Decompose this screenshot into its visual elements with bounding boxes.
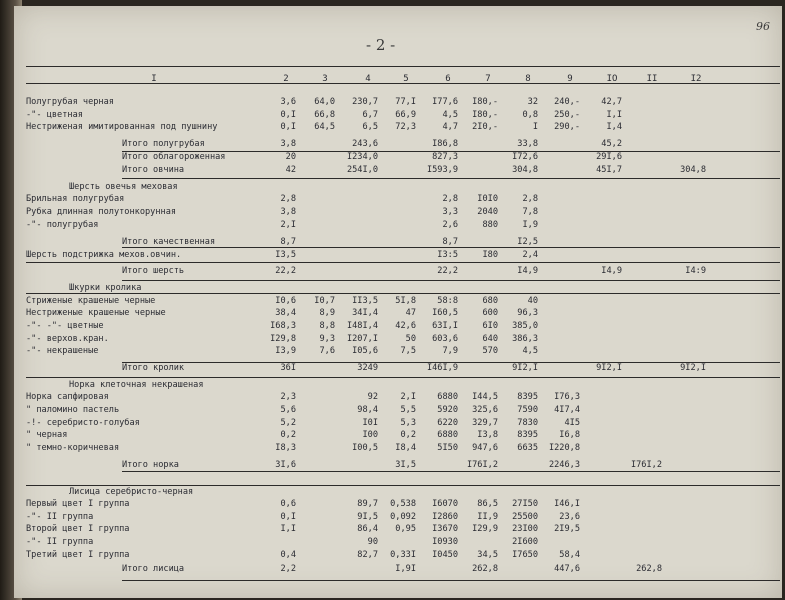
table-cell: 2,6: [442, 220, 458, 230]
table-rule: [26, 293, 780, 294]
table-cell: 2040: [477, 207, 498, 217]
margin-note: 96: [756, 20, 770, 33]
table-cell: 304,8: [512, 165, 538, 175]
column-header: IO: [606, 74, 618, 84]
table-cell: 64,0: [314, 97, 335, 107]
table-cell: 42,7: [601, 97, 622, 107]
table-cell: 9I2,I: [596, 363, 622, 373]
table-cell: I4,9: [601, 266, 622, 276]
table-cell: 20: [285, 152, 296, 162]
table-cell: I0I: [362, 418, 378, 428]
table-cell: 6880: [437, 392, 458, 402]
column-header: I: [151, 74, 157, 84]
table-cell: 6,7: [362, 110, 378, 120]
table-cell: 3,8: [280, 207, 296, 217]
table-cell: I05,6: [352, 346, 378, 356]
table-cell: 603,6: [432, 334, 458, 344]
table-rule: [122, 280, 780, 281]
table-cell: 7,5: [400, 346, 416, 356]
table-cell: I00: [362, 430, 378, 440]
table-cell: 0,2: [400, 430, 416, 440]
table-cell: 570: [482, 346, 498, 356]
row-label: Итого норка: [122, 460, 179, 470]
table-cell: I3,5: [275, 250, 296, 260]
table-cell: 290,-: [554, 122, 580, 132]
table-cell: 42: [285, 165, 296, 175]
table-cell: 3,3: [442, 207, 458, 217]
table-cell: 50: [405, 334, 416, 344]
table-cell: 6I0: [482, 321, 498, 331]
table-cell: 3I,6: [275, 460, 296, 470]
table-cell: 5I,8: [395, 296, 416, 306]
table-cell: 58:8: [437, 296, 458, 306]
table-cell: I3,8: [477, 430, 498, 440]
table-cell: I8,3: [275, 443, 296, 453]
table-cell: I60,5: [432, 308, 458, 318]
column-header: 4: [365, 74, 371, 84]
table-cell: 90: [367, 537, 378, 547]
table-cell: 240,-: [554, 97, 580, 107]
table-cell: 8,9: [319, 308, 335, 318]
row-label: -!- серебристо-голубая: [26, 418, 140, 428]
table-cell: 45,2: [601, 139, 622, 149]
table-cell: I29,9: [472, 524, 498, 534]
table-cell: I76I,2: [466, 460, 498, 470]
table-cell: 66,9: [395, 110, 416, 120]
column-header: 2: [283, 74, 289, 84]
table-cell: I29,8: [270, 334, 296, 344]
table-cell: 2,8: [522, 194, 538, 204]
row-label: Брильная полугрубая: [26, 194, 125, 204]
row-label: -"- верхов.кран.: [26, 334, 109, 344]
table-cell: 5,3: [400, 418, 416, 428]
table-cell: I,I: [606, 110, 622, 120]
table-cell: 40: [527, 296, 538, 306]
table-cell: 386,3: [512, 334, 538, 344]
table-cell: 5,5: [400, 405, 416, 415]
table-cell: 0,6: [280, 499, 296, 509]
table-cell: 4I5: [564, 418, 580, 428]
table-cell: I7650: [512, 550, 538, 560]
table-cell: 8395: [517, 392, 538, 402]
table-cell: 86,5: [477, 499, 498, 509]
table-cell: 4,5: [442, 110, 458, 120]
table-cell: 6635: [517, 443, 538, 453]
table-cell: 7830: [517, 418, 538, 428]
table-cell: I76I,2: [630, 460, 662, 470]
table-cell: I0930: [432, 537, 458, 547]
table-cell: 7,8: [522, 207, 538, 217]
row-label: " темно-коричневая: [26, 443, 120, 453]
table-cell: 2I9,5: [554, 524, 580, 534]
table-cell: 92: [367, 392, 378, 402]
table-cell: 600: [482, 308, 498, 318]
table-cell: 385,0: [512, 321, 538, 331]
table-cell: 72,3: [395, 122, 416, 132]
row-label: Лисица серебристо-черная: [69, 487, 194, 497]
table-rule: [122, 580, 780, 581]
table-cell: 0,4: [280, 550, 296, 560]
column-header: II: [646, 74, 658, 84]
table-cell: I68,3: [270, 321, 296, 331]
table-cell: 243,6: [352, 139, 378, 149]
table-cell: 2,8: [442, 194, 458, 204]
row-label: Итого полугрубая: [122, 139, 205, 149]
table-cell: 2246,3: [548, 460, 580, 470]
table-cell: I80: [482, 250, 498, 260]
table-cell: 33,8: [517, 139, 538, 149]
table-cell: 262,8: [472, 564, 498, 574]
table-cell: 0,092: [390, 512, 416, 522]
table-cell: I,9: [522, 220, 538, 230]
row-label: Итого кролик: [122, 363, 185, 373]
table-cell: 9I,5: [357, 512, 378, 522]
table-cell: I207,I: [346, 334, 378, 344]
table-cell: 2,2: [280, 564, 296, 574]
table-cell: 230,7: [352, 97, 378, 107]
table-cell: I80,-: [472, 110, 498, 120]
row-label: Шкурки кролика: [69, 283, 142, 293]
table-cell: 5920: [437, 405, 458, 415]
table-cell: 9I2,I: [680, 363, 706, 373]
table-cell: 7,9: [442, 346, 458, 356]
table-cell: I80,-: [472, 97, 498, 107]
table-cell: 0,I: [280, 512, 296, 522]
row-label: " черная: [26, 430, 68, 440]
table-cell: 8,8: [319, 321, 335, 331]
table-cell: 2,8: [280, 194, 296, 204]
table-cell: II3,5: [352, 296, 378, 306]
table-cell: 9,3: [319, 334, 335, 344]
table-cell: I0,7: [314, 296, 335, 306]
column-header: 8: [525, 74, 531, 84]
table-cell: 45I,7: [596, 165, 622, 175]
table-cell: 3,8: [280, 139, 296, 149]
table-cell: 34I,4: [352, 308, 378, 318]
row-label: -"- -"- цветные: [26, 321, 104, 331]
table-cell: 3,6: [280, 97, 296, 107]
row-label: -"- цветная: [26, 110, 83, 120]
table-cell: 23I00: [512, 524, 538, 534]
table-cell: 27I50: [512, 499, 538, 509]
table-cell: 262,8: [636, 564, 662, 574]
row-label: Нестриженые крашеные черные: [26, 308, 166, 318]
table-cell: I234,0: [346, 152, 378, 162]
table-cell: 47: [405, 308, 416, 318]
table-cell: 32: [527, 97, 538, 107]
table-cell: I48I,4: [346, 321, 378, 331]
table-cell: 0,95: [395, 524, 416, 534]
table-cell: I8,4: [395, 443, 416, 453]
table-cell: 947,6: [472, 443, 498, 453]
table-cell: 5I50: [437, 443, 458, 453]
table-cell: I00,5: [352, 443, 378, 453]
table-cell: 58,4: [559, 550, 580, 560]
table-cell: I3:5: [437, 250, 458, 260]
document-page: [14, 6, 782, 598]
table-cell: I0450: [432, 550, 458, 560]
table-cell: 0,I: [280, 110, 296, 120]
table-cell: 4,7: [442, 122, 458, 132]
table-cell: I,I: [280, 524, 296, 534]
row-label: Второй цвет I группа: [26, 524, 130, 534]
table-cell: 29I,6: [596, 152, 622, 162]
table-cell: 86,4: [357, 524, 378, 534]
table-cell: I,4: [606, 122, 622, 132]
table-cell: 5,6: [280, 405, 296, 415]
table-cell: 25500: [512, 512, 538, 522]
table-cell: 4,5: [522, 346, 538, 356]
table-cell: 42,6: [395, 321, 416, 331]
table-cell: 329,7: [472, 418, 498, 428]
table-cell: I86,8: [432, 139, 458, 149]
table-cell: 38,4: [275, 308, 296, 318]
table-cell: I77,6: [432, 97, 458, 107]
table-cell: 6,5: [362, 122, 378, 132]
table-cell: 23,6: [559, 512, 580, 522]
column-header: 9: [567, 74, 573, 84]
column-header: 6: [445, 74, 451, 84]
table-cell: 6220: [437, 418, 458, 428]
table-cell: 7,6: [319, 346, 335, 356]
row-label: " паломино пастель: [26, 405, 120, 415]
table-cell: I0I0: [477, 194, 498, 204]
table-cell: I220,8: [548, 443, 580, 453]
row-label: Нестриженая имитированная под пушнину: [26, 122, 218, 132]
table-cell: 4I7,4: [554, 405, 580, 415]
row-label: Рубка длинная полутонкорунная: [26, 207, 177, 217]
table-cell: 34,5: [477, 550, 498, 560]
table-cell: 5,2: [280, 418, 296, 428]
row-label: Первый цвет I группа: [26, 499, 130, 509]
row-label: Норка клеточная некрашеная: [69, 380, 204, 390]
table-cell: I6,8: [559, 430, 580, 440]
table-cell: I4,9: [517, 266, 538, 276]
table-cell: 77,I: [395, 97, 416, 107]
row-label: Шерсть овечья меховая: [69, 182, 178, 192]
table-cell: 22,2: [275, 266, 296, 276]
row-label: Стриженые крашеные черные: [26, 296, 156, 306]
row-label: Итого лисица: [122, 564, 185, 574]
table-cell: I3670: [432, 524, 458, 534]
table-cell: 36I: [280, 363, 296, 373]
column-header: I2: [690, 74, 702, 84]
table-rule: [122, 247, 780, 248]
table-cell: 82,7: [357, 550, 378, 560]
row-label: -"- полугрубая: [26, 220, 99, 230]
table-cell: 827,3: [432, 152, 458, 162]
column-header: 3: [322, 74, 328, 84]
table-cell: 304,8: [680, 165, 706, 175]
table-cell: 3I,5: [395, 460, 416, 470]
column-header: 7: [485, 74, 491, 84]
table-cell: 2I600: [512, 537, 538, 547]
table-cell: 325,6: [472, 405, 498, 415]
table-cell: 98,4: [357, 405, 378, 415]
table-cell: 22,2: [437, 266, 458, 276]
row-label: -"- некрашеные: [26, 346, 99, 356]
table-cell: 250,-: [554, 110, 580, 120]
table-cell: 64,5: [314, 122, 335, 132]
table-cell: 2I0,-: [472, 122, 498, 132]
table-cell: 8,7: [442, 237, 458, 247]
table-cell: 63I,I: [432, 321, 458, 331]
table-cell: I2860: [432, 512, 458, 522]
table-cell: I6070: [432, 499, 458, 509]
table-cell: 680: [482, 296, 498, 306]
table-cell: I0,6: [275, 296, 296, 306]
table-cell: I44,5: [472, 392, 498, 402]
row-label: -"- II группа: [26, 512, 94, 522]
table-cell: 447,6: [554, 564, 580, 574]
table-cell: I72,6: [512, 152, 538, 162]
table-cell: 9I2,I: [512, 363, 538, 373]
table-cell: 66,8: [314, 110, 335, 120]
row-label: Полугрубая черная: [26, 97, 114, 107]
table-cell: 0,I: [280, 122, 296, 132]
table-cell: 0,2: [280, 430, 296, 440]
table-cell: 6880: [437, 430, 458, 440]
table-cell: II,9: [477, 512, 498, 522]
table-cell: 0,538: [390, 499, 416, 509]
row-label: Шерсть подстрижка мехов.овчин.: [26, 250, 182, 260]
table-cell: 8395: [517, 430, 538, 440]
table-cell: 0,8: [522, 110, 538, 120]
table-rule: [26, 262, 780, 263]
table-cell: 254I,0: [346, 165, 378, 175]
table-cell: I76,3: [554, 392, 580, 402]
table-rule: [122, 471, 780, 472]
table-cell: I593,9: [426, 165, 458, 175]
table-cell: I4:9: [685, 266, 706, 276]
page-number: - 2 -: [366, 36, 396, 54]
row-label: Итого облагороженная: [122, 152, 226, 162]
table-cell: 89,7: [357, 499, 378, 509]
table-cell: 2,3: [280, 392, 296, 402]
table-cell: I46I,9: [426, 363, 458, 373]
row-label: Третий цвет I группа: [26, 550, 130, 560]
table-cell: 2,I: [280, 220, 296, 230]
table-cell: I46,I: [554, 499, 580, 509]
table-cell: 2,I: [400, 392, 416, 402]
table-rule: [26, 66, 780, 67]
table-cell: I,9I: [395, 564, 416, 574]
table-cell: 880: [482, 220, 498, 230]
row-label: Норка сапфировая: [26, 392, 109, 402]
row-label: Итого качественная: [122, 237, 216, 247]
table-cell: 2,4: [522, 250, 538, 260]
table-cell: I3,9: [275, 346, 296, 356]
table-rule: [122, 178, 780, 179]
table-cell: 96,3: [517, 308, 538, 318]
table-cell: 0,33I: [390, 550, 416, 560]
row-label: -"- II группа: [26, 537, 94, 547]
table-cell: 8,7: [280, 237, 296, 247]
table-cell: 7590: [517, 405, 538, 415]
row-label: Итого овчина: [122, 165, 185, 175]
column-header: 5: [403, 74, 409, 84]
table-rule: [26, 377, 780, 378]
table-rule: [26, 485, 780, 486]
table-cell: 640: [482, 334, 498, 344]
row-label: Итого шерсть: [122, 266, 185, 276]
table-cell: I2,5: [517, 237, 538, 247]
table-cell: I: [532, 122, 538, 132]
table-cell: 3249: [357, 363, 378, 373]
